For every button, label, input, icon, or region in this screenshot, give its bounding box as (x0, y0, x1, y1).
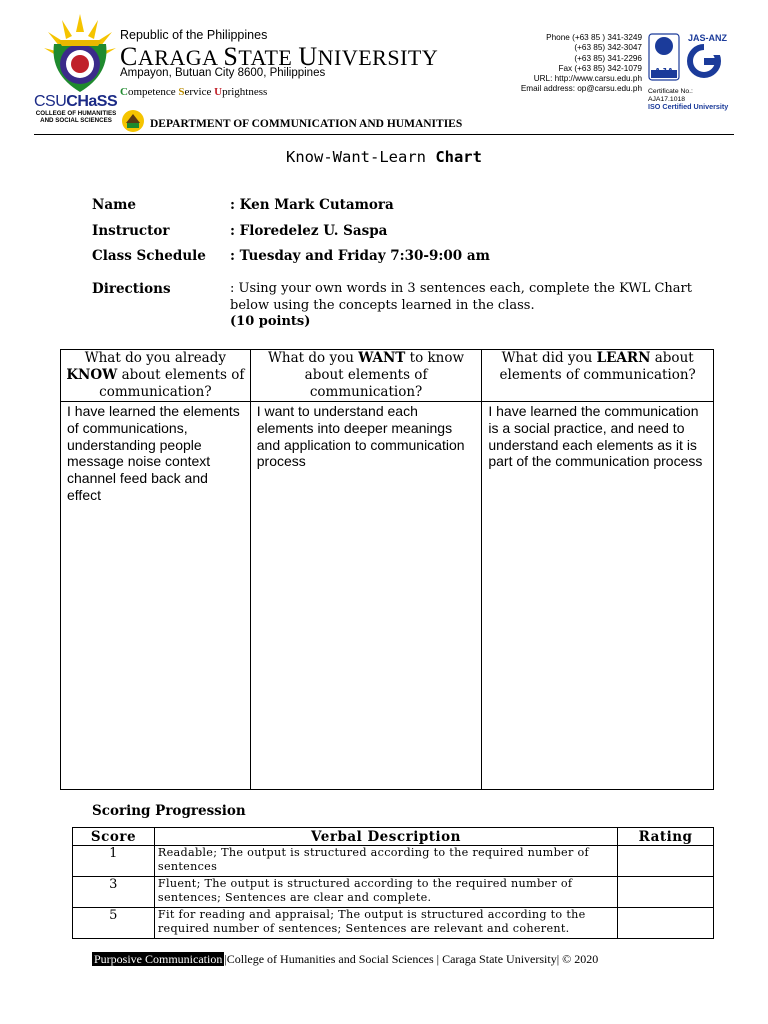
header-divider (34, 134, 734, 135)
score-description: Fluent; The output is structured according to the required number of sentences; Sentences are clear and complete. (154, 877, 617, 908)
learn-column-header: What did you LEARN about elements of communication? (482, 350, 714, 402)
kwl-table (60, 349, 714, 790)
republic-line: Republic of the Philippines (120, 28, 268, 42)
schedule-label: Class Schedule (92, 248, 206, 264)
know-answer[interactable]: I have learned the elements of communications, understanding people message noise context channel feed back and effect (61, 402, 251, 790)
table-row (73, 908, 714, 939)
schedule-value: : Tuesday and Friday 7:30-9:00 am (230, 248, 490, 264)
description-header: Verbal Description (154, 828, 617, 846)
rating-header: Rating (618, 828, 714, 846)
instructor-value: : Floredelez U. Saspa (230, 223, 388, 239)
table-row (73, 846, 714, 877)
university-address: Ampayon, Butuan City 8600, Philippines (120, 67, 326, 79)
scoring-table (72, 827, 714, 939)
score-value: 1 (73, 846, 155, 877)
rating-cell[interactable] (618, 908, 714, 939)
name-label: Name (92, 197, 136, 213)
scoring-title: Scoring Progression (92, 803, 246, 819)
score-description: Fit for reading and appraisal; The output is structured according to the required number of sentences; Sentences are relevant and coherent. (154, 908, 617, 939)
know-column-header: What do you already KNOW about elements of communication? (61, 350, 251, 402)
score-description: Readable; The output is structured according to the required number of sentences (154, 846, 617, 877)
table-row (73, 877, 714, 908)
contact-info: Phone (+63 85 ) 341-3249 (+63 85) 342-3047 (+63 85) 341-2296 Fax (+63 85) 342-1079 URL: http://www.carsu.edu.ph Email address: op@carsu.edu.ph (520, 33, 642, 94)
jas-anz-label: JAS-ANZ (688, 33, 728, 43)
directions-text: : Using your own words in 3 sentences each, complete the KWL Chart below using the concepts learned in the class. (10 points) (230, 281, 692, 329)
college-subtitle: COLLEGE OF HUMANITIES AND SOCIAL SCIENCES (35, 110, 117, 124)
page-footer: Purposive Communication |College of Humanities and Social Sciences | Caraga State University| © 2020 (94, 952, 599, 966)
want-column-header: What do you WANT to know about elements of communication? (250, 350, 482, 402)
instructor-label: Instructor (92, 223, 170, 239)
name-value: : Ken Mark Cutamora (230, 197, 394, 213)
score-value: 3 (73, 877, 155, 908)
csu-chass-brand: CSUCHaSS (34, 93, 118, 110)
department-name: DEPARTMENT OF COMMUNICATION AND HUMANITIES (150, 118, 463, 130)
university-motto: Competence Service Uprightness (120, 86, 268, 98)
certificate-text: Certificate No.: AJA17.1018 ISO Certified University (648, 88, 729, 112)
score-header: Score (73, 828, 155, 846)
rating-cell[interactable] (618, 846, 714, 877)
directions-label: Directions (92, 281, 171, 297)
page-title: Know-Want-Learn Chart (286, 148, 482, 166)
course-name: Purposive Communication (94, 952, 223, 966)
university-name: CARAGA STATE UNIVERSITY (120, 42, 439, 71)
learn-answer[interactable]: I have learned the communication is a social practice, and need to understand each elements as it is part of the communication process (482, 402, 714, 790)
rating-cell[interactable] (618, 877, 714, 908)
aja-label: AJA (654, 67, 675, 78)
score-value: 5 (73, 908, 155, 939)
want-answer[interactable]: I want to understand each elements into deeper meanings and application to communication process (250, 402, 482, 790)
department-emblem-icon (121, 109, 145, 133)
